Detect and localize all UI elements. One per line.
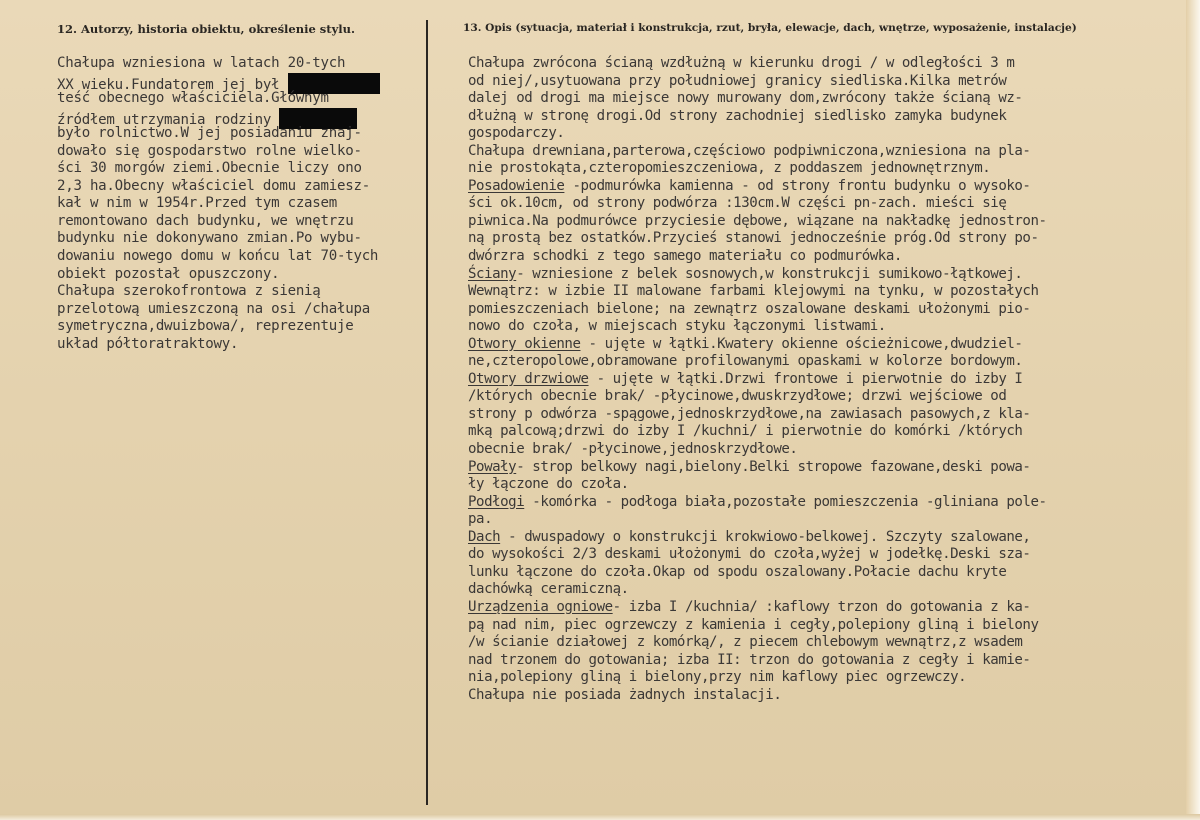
description-text: - izba I /kuchnia/ :kaflowy trzon do gotowania z ka-: [612, 598, 1031, 615]
description-line: [468, 178, 1188, 196]
description-line: [468, 371, 1188, 389]
description-line: [468, 459, 1188, 477]
history-line: było rolnictwo.W jej posiadaniu znaj-: [57, 125, 362, 142]
description-line: dachówką ceramiczną.: [468, 581, 629, 598]
history-line: symetryczna,dwuizbowa/, reprezentuje: [57, 318, 354, 335]
history-line: ści 30 morgów ziemi.Obecnie liczy ono: [57, 160, 362, 177]
history-line: obiekt pozostał opuszczony.: [57, 265, 280, 282]
description-line: lunku łączone do czoła.Okap od spodu oszalowany.Połacie dachu kryte: [468, 563, 1007, 580]
description-line: ną prostą bez ostatków.Przycieś stanowi jednocześnie próg.Od strony po-: [468, 230, 1039, 247]
history-line: dowaniu nowego domu w końcu lat 70-tych: [57, 248, 379, 265]
heading-urzadzenia-ogniowe: Urządzenia ogniowe: [468, 598, 613, 615]
description-line: /których obecnie brak/ -płycinowe,dwuskrzydłowe; drzwi wejściowe od: [468, 388, 1007, 405]
description-line: dłużną w stronę drogi.Od strony zachodniej siedlisko zamyka budynek: [468, 107, 1007, 124]
history-line: Chałupa wzniesiona w latach 20-tych: [57, 55, 346, 71]
section-12-header: 12. Autorzy, historia obiektu, określenie stylu.: [57, 22, 355, 36]
description-line: nad trzonem do gotowania; izba II: trzon do gotowania z cegły i kamie-: [468, 651, 1031, 668]
description-line: ne,czteropolowe,obramowane profilowanymi opaskami w kolorze bordowym.: [468, 353, 1023, 370]
paper-edge-bottom: [0, 814, 1200, 820]
description-line: nie prostokąta,czteropomieszczeniowa, z poddaszem jednownętrznym.: [468, 160, 991, 177]
history-line: kał w nim w 1954r.Przed tym czasem: [57, 195, 337, 212]
description-text: - strop belkowy nagi,bielony.Belki stropowe fazowane,deski powa-: [516, 458, 1031, 475]
description-text: - ujęte w łątki.Kwatery okienne ościeżnicowe,dwudziel-: [580, 335, 1023, 352]
history-line: [57, 108, 429, 126]
description-line: dalej od drogi ma miejsce nowy murowany dom,zwrócony także ścianą wz-: [468, 90, 1023, 107]
history-column: [57, 55, 429, 353]
description-line: pą nad nim, piec ogrzewczy z kamienia i cegły,polepiony gliną i bielony: [468, 616, 1039, 633]
description-text: -podmurówka kamienna - od strony frontu budynku o wysoko-: [564, 177, 1031, 194]
history-line: 2,3 ha.Obecny właściciel domu zamiesz-: [57, 177, 370, 194]
description-line: Wewnątrz: w izbie II malowane farbami klejowymi na tynku, w pozostałych: [468, 283, 1039, 300]
description-line: [468, 266, 1188, 284]
description-line: pa.: [468, 511, 493, 528]
description-line: pomieszczeniach bielone; na zewnątrz oszalowane deskami ułożonymi pio-: [468, 300, 1031, 317]
description-line: ły łączone do czoła.: [468, 476, 629, 493]
description-line: obecnie brak/ -płycinowe,jednoskrzydłowe.: [468, 441, 798, 458]
description-line: Chałupa zwrócona ścianą wzdłużną w kierunku drogi / w odległości 3 m: [468, 55, 1015, 71]
history-line-text: źródłem utrzymania rodziny: [57, 111, 272, 128]
description-text: - wzniesione z belek sosnowych,w konstrukcji sumikowo-łątkowej.: [516, 265, 1023, 282]
description-line: gospodarczy.: [468, 125, 565, 142]
description-line: ści ok.10cm, od strony podwórza :130cm.W części pn-zach. mieści się: [468, 195, 1007, 212]
history-line: budynku nie dokonywano zmian.Po wybu-: [57, 230, 362, 247]
heading-dach: Dach: [468, 528, 501, 545]
description-line: nia,polepiony gliną i bielony,przy nim kaflowy piec ogrzewczy.: [468, 669, 967, 686]
history-line: teść obecnego właściciela.Głównym: [57, 90, 329, 107]
description-line: Chałupa drewniana,parterowa,częściowo podpiwniczona,wzniesiona na pla-: [468, 142, 1031, 159]
history-line: Chałupa szerokofrontowa z sienią: [57, 283, 321, 300]
description-text: - ujęte w łątki.Drzwi frontowe i pierwotnie do izby I: [588, 370, 1023, 387]
description-line: dwórzra schodki z tego samego materiału co podmurówka.: [468, 248, 902, 265]
heading-otwory-okienne: Otwory okienne: [468, 335, 581, 352]
heading-powaly: Powały: [468, 458, 517, 475]
description-line: [468, 494, 1188, 512]
description-line: strony p odwórza -spągowe,jednoskrzydłowe,na zawiasach pasowych,z kla-: [468, 405, 1031, 422]
description-column: [468, 55, 1188, 704]
heading-podlogi: Podłogi: [468, 493, 525, 510]
description-line: [468, 529, 1188, 547]
description-line: nowo do czoła, w miejscach styku łączonymi listwami.: [468, 318, 886, 335]
description-line: /w ścianie działowej z komórką/, z piecem chlebowym wewnątrz,z wsadem: [468, 634, 1023, 651]
description-text: - dwuspadowy o konstrukcji krokwiowo-belkowej. Szczyty szalowane,: [500, 528, 1031, 545]
description-text: -komórka - podłoga biała,pozostałe pomieszczenia -gliniana pole-: [524, 493, 1047, 510]
description-line: mką palcową;drzwi do izby I /kuchni/ i pierwotnie do komórki /których: [468, 423, 1023, 440]
history-line: [57, 73, 429, 91]
description-line: od niej/,usytuowana przy południowej granicy siedliska.Kilka metrów: [468, 72, 1007, 89]
history-line: przelotową umieszczoną na osi /chałupa: [57, 300, 370, 317]
history-line: układ półtoratraktowy.: [57, 335, 239, 352]
heading-sciany: Ściany: [468, 265, 517, 282]
heading-posadowienie: Posadowienie: [468, 177, 565, 194]
heading-otwory-drzwiowe: Otwory drzwiowe: [468, 370, 589, 387]
description-line: [468, 599, 1188, 617]
description-line: [468, 336, 1188, 354]
description-line: do wysokości 2/3 deskami ułożonymi do czoła,wyżej w jodełkę.Deski sza-: [468, 546, 1031, 563]
description-line: Chałupa nie posiada żadnych instalacji.: [468, 686, 782, 703]
section-13-header: 13. Opis (sytuacja, materiał i konstrukcja, rzut, bryła, elewacje, dach, wnętrze, wyposażenie, instalacje): [463, 22, 1077, 34]
history-line: dowało się gospodarstwo rolne wielko-: [57, 142, 362, 159]
history-line: remontowano dach budynku, we wnętrzu: [57, 212, 354, 229]
history-line-text: XX wieku.Fundatorem jej był: [57, 76, 280, 93]
paper-edge-right: [1186, 0, 1200, 820]
description-line: piwnica.Na podmurówce przyciesie dębowe, wiązane na nakładkę jednostron-: [468, 212, 1047, 229]
